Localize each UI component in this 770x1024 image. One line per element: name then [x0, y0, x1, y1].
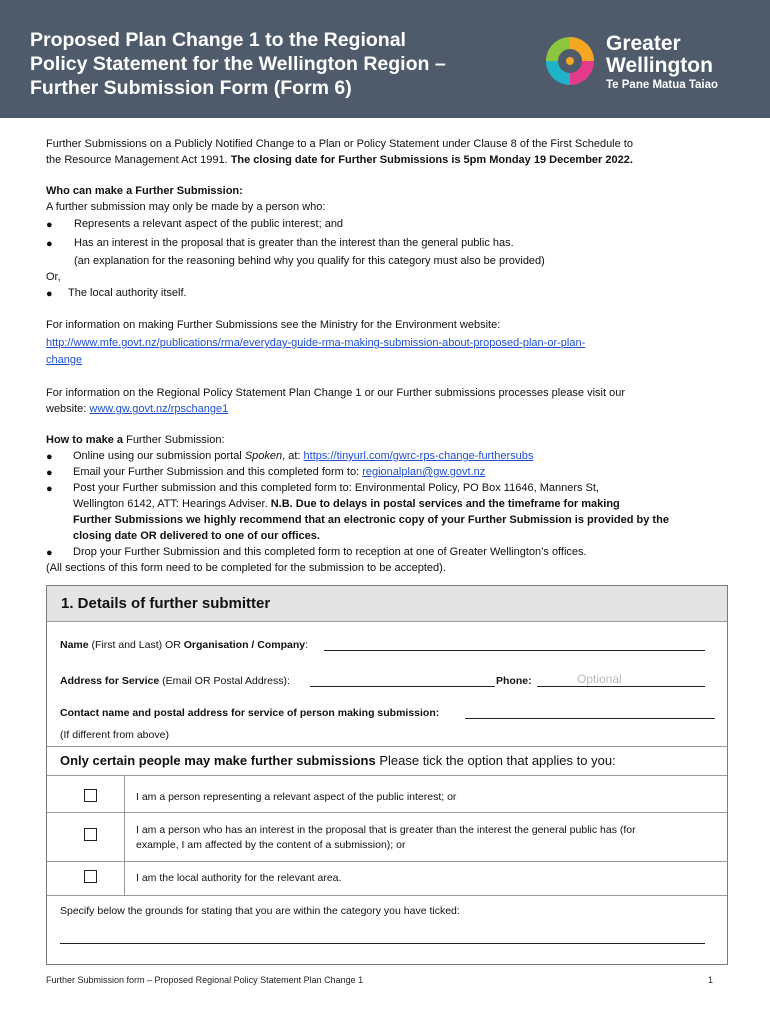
- who-bullet: Represents a relevant aspect of the public interest; and: [74, 218, 344, 230]
- divider: [47, 746, 727, 747]
- how-email: [73, 464, 485, 480]
- logo-wordmark: [606, 33, 718, 92]
- rps-line2: [46, 401, 228, 417]
- how-all-sections: (All sections of this form need to be completed for the submission to be accepted).: [46, 562, 446, 574]
- logo-line2: Wellington: [606, 54, 713, 77]
- title-line: Further Submission Form (Form 6): [30, 77, 352, 99]
- address-label: [60, 674, 290, 688]
- option-text-cont: example, I am affected by the content of a submission); or: [136, 839, 406, 851]
- contact-note: (If different from above): [60, 729, 169, 741]
- how-online-mid: , at:: [282, 450, 301, 462]
- submitter-details-section: [46, 585, 728, 965]
- page-number: 1: [708, 975, 714, 985]
- who-note: (an explanation for the reasoning behind why you qualify for this category must also be provided): [74, 255, 545, 267]
- greater-interest-checkbox[interactable]: [84, 828, 97, 841]
- divider: [47, 775, 727, 776]
- rps-website-label: website:: [46, 403, 87, 415]
- how-post-nb: N.B. Due to delays in postal services and the timeframe for making: [270, 498, 620, 510]
- option-text: I am a person who has an interest in the proposal that is greater than the interest the general public has (for: [136, 824, 636, 836]
- eligibility-heading-bold: Only certain people may make further submissions: [60, 753, 376, 768]
- bullet-icon: ●: [46, 547, 53, 559]
- how-heading: [46, 432, 225, 448]
- divider: [47, 861, 727, 862]
- title-line: Policy Statement for the Wellington Region –: [30, 53, 446, 75]
- how-post-l2: [73, 496, 620, 512]
- name-colon: :: [305, 639, 309, 651]
- how-post-l4: closing date OR delivered to one of our offices.: [73, 530, 320, 542]
- name-input[interactable]: [324, 650, 705, 651]
- spoken-text: Spoken: [244, 450, 283, 462]
- rps-text: For information on the Regional Policy Statement Plan Change 1 or our Further submissions processes please visit our: [46, 387, 626, 399]
- who-bullet: Has an interest in the proposal that is greater than the interest than the general public has.: [74, 237, 514, 249]
- name-label-bold: Name: [60, 639, 89, 651]
- grounds-input[interactable]: [60, 943, 705, 944]
- closing-date: The closing date for Further Submissions is 5pm Monday 19 December 2022.: [230, 154, 633, 166]
- how-post-l1: Post your Further submission and this completed form to: Environmental Policy, PO Box 11646, Manners St,: [73, 482, 599, 494]
- phone-label: Phone:: [496, 675, 532, 687]
- who-heading: Who can make a Further Submission:: [46, 185, 243, 197]
- how-heading-plain: Further Submission:: [126, 434, 225, 446]
- how-post-l3: Further Submissions we highly recommend that an electronic copy of your Further Submission is provided by the: [73, 514, 669, 526]
- bullet-icon: ●: [46, 483, 53, 495]
- intro-line1: Further Submissions on a Publicly Notified Change to a Plan or Policy Statement under Clause 8 of the First Schedule to: [46, 138, 633, 150]
- bullet-icon: ●: [46, 238, 53, 250]
- phone-placeholder: Optional: [577, 672, 622, 686]
- section-header: [47, 586, 727, 622]
- email-link[interactable]: regionalplan@gw.govt.nz: [362, 466, 486, 478]
- who-bullet: The local authority itself.: [68, 287, 187, 299]
- how-heading-bold: How to make a: [46, 434, 124, 446]
- how-drop: Drop your Further Submission and this completed form to reception at one of Greater Wellington’s offices.: [73, 546, 587, 558]
- how-online-text: Online using our submission portal: [73, 450, 242, 462]
- bullet-icon: ●: [46, 219, 53, 231]
- eligibility-heading-plain: Please tick the option that applies to you:: [379, 753, 616, 768]
- address-input[interactable]: [310, 686, 495, 687]
- who-or: Or,: [46, 271, 61, 283]
- table-column-divider: [124, 775, 125, 895]
- how-post-address: Wellington 6142, ATT: Hearings Adviser.: [73, 498, 268, 510]
- how-online: [73, 448, 533, 464]
- address-label-plain: (Email OR Postal Address):: [162, 675, 290, 687]
- mfe-link[interactable]: http://www.mfe.govt.nz/publications/rma/everyday-guide-rma-making-submission-about-proposed-plan-or-plan-: [46, 337, 586, 349]
- contact-input[interactable]: [465, 718, 715, 719]
- page-header: [0, 0, 770, 118]
- address-label-bold: Address for Service: [60, 675, 160, 687]
- how-email-text: Email your Further Submission and this completed form to:: [73, 466, 360, 478]
- intro-line2: [46, 152, 633, 168]
- section-title: 1. Details of further submitter: [61, 595, 271, 612]
- option-text: I am a person representing a relevant aspect of the public interest; or: [136, 791, 457, 803]
- portal-link[interactable]: https://tinyurl.com/gwrc-rps-change-furthersubs: [303, 450, 534, 462]
- logo-line3: Te Pane Matua Taiao: [606, 79, 719, 91]
- option-text: I am the local authority for the relevant area.: [136, 872, 342, 884]
- divider: [47, 895, 727, 896]
- bullet-icon: ●: [46, 288, 53, 300]
- mfe-link-cont[interactable]: change: [46, 354, 83, 366]
- intro-text: the Resource Management Act 1991.: [46, 154, 228, 166]
- mfe-text: For information on making Further Submissions see the Ministry for the Environment website:: [46, 319, 501, 331]
- logo-line1: Greater: [606, 32, 681, 55]
- rps-link[interactable]: www.gw.govt.nz/rpschange1: [89, 403, 229, 415]
- name-label-plain: (First and Last) OR: [91, 639, 181, 651]
- org-label-bold: Organisation / Company: [183, 639, 306, 651]
- document-title: [30, 28, 530, 100]
- bullet-icon: ●: [46, 467, 53, 479]
- public-interest-checkbox[interactable]: [84, 789, 97, 802]
- title-line: Proposed Plan Change 1 to the Regional: [30, 29, 406, 51]
- phone-input[interactable]: [537, 686, 705, 687]
- grounds-label: Specify below the grounds for stating that you are within the category you have ticked:: [60, 905, 460, 917]
- logo-swirl-icon: [542, 33, 598, 89]
- bullet-icon: ●: [46, 451, 53, 463]
- name-label: [60, 638, 308, 652]
- who-lead: A further submission may only be made by a person who:: [46, 201, 326, 213]
- greater-wellington-logo: [542, 33, 752, 93]
- contact-label: Contact name and postal address for service of person making submission:: [60, 707, 440, 719]
- eligibility-heading: [60, 753, 616, 769]
- footer-text: Further Submission form – Proposed Regional Policy Statement Plan Change 1: [46, 975, 364, 985]
- divider: [47, 812, 727, 813]
- local-authority-checkbox[interactable]: [84, 870, 97, 883]
